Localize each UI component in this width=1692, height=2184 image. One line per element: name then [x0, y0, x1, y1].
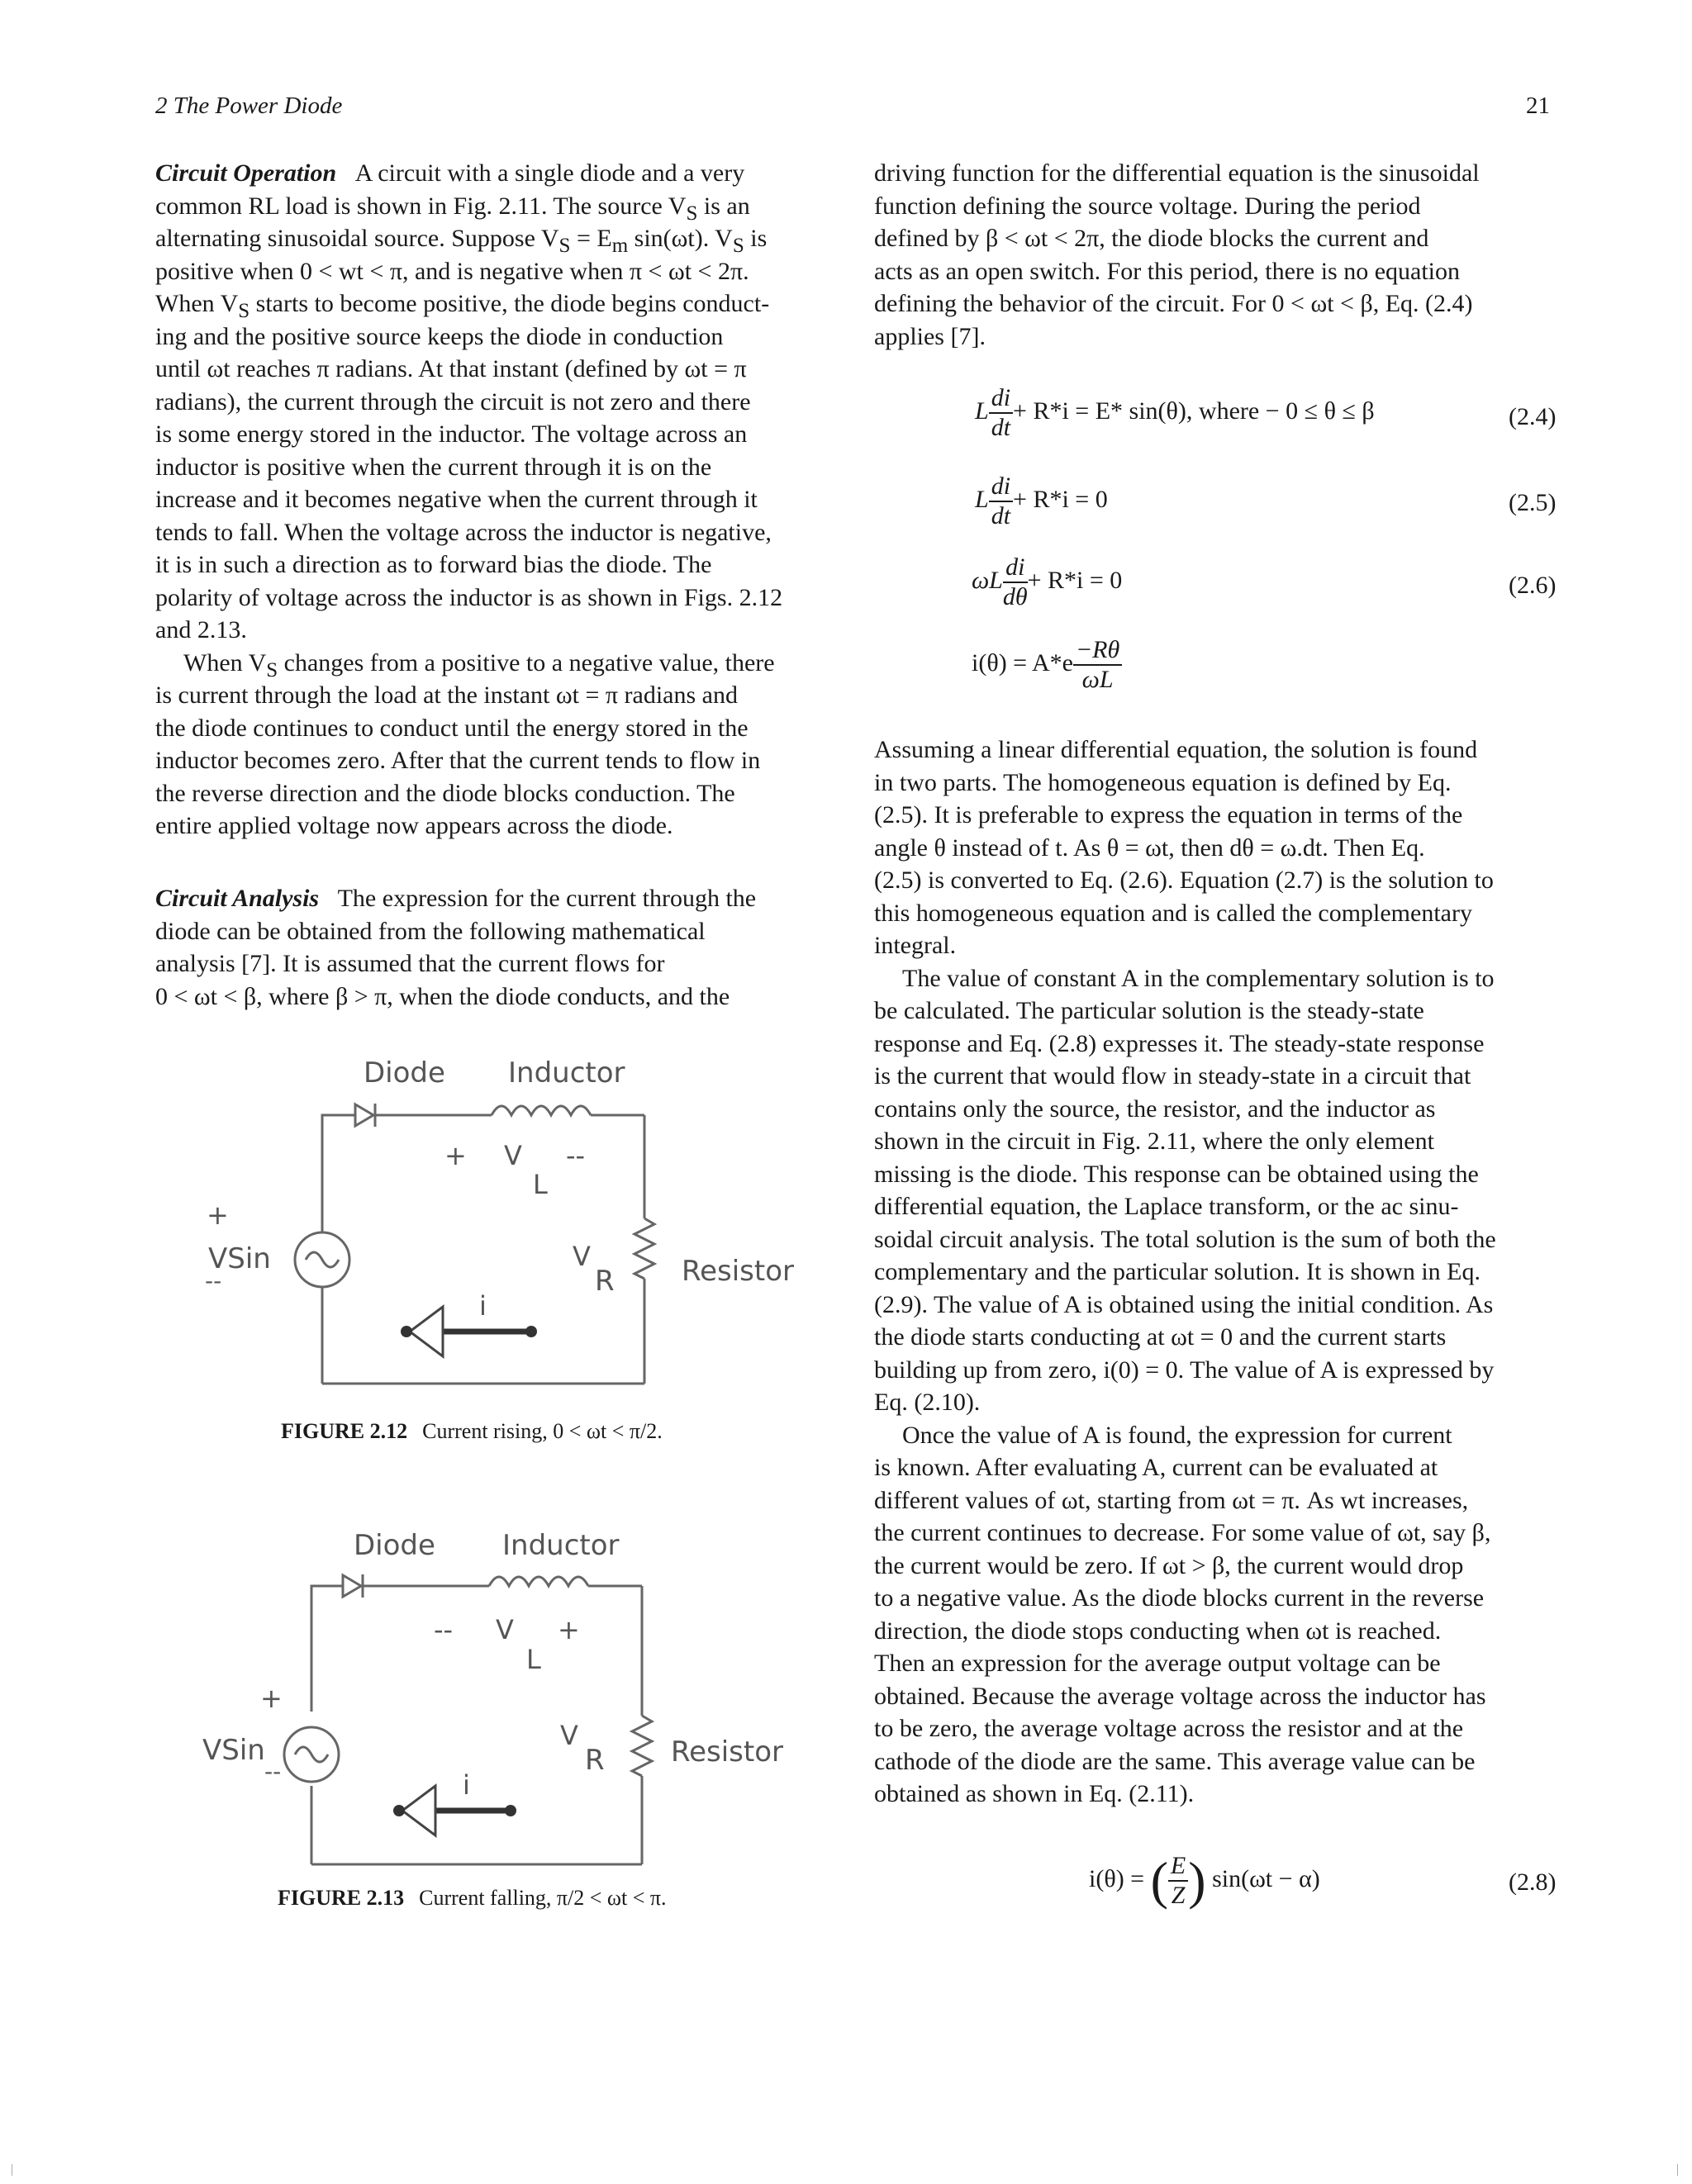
inductor-plus-sign: +	[558, 1614, 580, 1645]
paragraph-line: Once the value of A is found, the expression for current	[902, 1421, 1452, 1449]
fraction	[1073, 636, 1122, 694]
paragraph-line: until ωt reaches π radians. At that instant (defined by ωt = π	[155, 355, 747, 382]
source-plus-sign: +	[207, 1199, 229, 1231]
paragraph-line: radians), the current through the circuit is not zero and there	[155, 387, 751, 415]
fraction	[989, 472, 1013, 530]
paragraph-line: contains only the source, the resistor, and the inductor as	[874, 1094, 1436, 1123]
text-span: is an	[703, 192, 750, 220]
text-span: changes from a positive to a negative value, there	[283, 648, 775, 677]
text-span: starts to become positive, the diode begins conduct-	[255, 290, 770, 317]
paragraph-line: polarity of voltage across the inductor is as shown in Figs. 2.12	[155, 583, 783, 611]
paragraph-line: missing is the diode. This response can be obtained using the	[874, 1160, 1479, 1188]
paragraph-line: Eq. (2.10).	[874, 1389, 981, 1416]
eq-term: L	[975, 396, 989, 425]
paragraph-line: entire applied voltage now appears across the diode.	[155, 812, 673, 839]
resistor-label: Resistor	[671, 1735, 783, 1769]
run-in-heading: Circuit Operation	[155, 159, 337, 187]
paragraph-line: applies [7].	[874, 322, 986, 350]
subscript: S	[266, 658, 278, 681]
page-number: 21	[1526, 93, 1550, 119]
arrow-end-dot	[525, 1326, 537, 1337]
paragraph-line: defining the behavior of the circuit. For 0 < ωt < β, Eq. (2.4)	[874, 290, 1473, 317]
eq-term: L	[975, 485, 989, 513]
figure-2-12-caption	[281, 1419, 663, 1444]
subscript: S	[558, 235, 571, 257]
paragraph-line: inductor becomes zero. After that the current tends to flow in	[155, 747, 761, 774]
equation-number: (2.5)	[1509, 489, 1557, 516]
eq-rest: + R*i = 0	[1027, 566, 1123, 594]
paragraph-line: differential equation, the Laplace transform, or the ac sinu-	[874, 1193, 1459, 1220]
paragraph-line: building up from zero, i(0) = 0. The value of A is expressed by	[874, 1356, 1495, 1384]
numerator: −Rθ	[1073, 636, 1122, 666]
figure-2-13-circuit	[165, 1522, 826, 1877]
equation-2-8	[1089, 1850, 1320, 1911]
eq-term: ωL	[972, 566, 1003, 594]
eq-lhs: i(θ) =	[1089, 1864, 1145, 1892]
source-minus-sign: --	[264, 1758, 282, 1785]
eq-rest: + R*i = E* sin(θ), where − 0 ≤ θ ≤ β	[1013, 396, 1375, 425]
paragraph-line: driving function for the differential equation is the sinusoidal	[874, 159, 1480, 187]
numerator: di	[989, 384, 1013, 414]
paragraph-line: function defining the source voltage. During the period	[874, 192, 1421, 220]
resistor-subscript-r: R	[585, 1744, 605, 1777]
paragraph-line: the reverse direction and the diode blocks conduction. The	[155, 779, 735, 807]
current-label-i: i	[463, 1769, 470, 1801]
paragraph-line: this homogeneous equation and is called the complementary	[874, 899, 1472, 927]
subscript: S	[732, 235, 744, 257]
subscript: m	[611, 235, 629, 257]
paragraph-line: defined by β < ωt < 2π, the diode blocks the current and	[874, 225, 1429, 252]
paragraph-line: cathode of the diode are the same. This average value can be	[874, 1747, 1476, 1775]
paragraph-line: is some energy stored in the inductor. The voltage across an	[155, 420, 748, 448]
text-span: When V	[155, 290, 239, 317]
paragraph-line: it is in such a direction as to forward bias the diode. The	[155, 551, 712, 578]
inductor-plus-sign: +	[444, 1140, 467, 1171]
text-span: = E	[576, 225, 612, 252]
paragraph-line: in two parts. The homogeneous equation is defined by Eq.	[874, 768, 1452, 796]
inductor-voltage-v: V	[504, 1140, 522, 1171]
paragraph-line: be calculated. The particular solution is the steady-state	[874, 997, 1424, 1024]
text-span: The expression for the current through the	[337, 885, 757, 912]
current-label-i: i	[479, 1290, 487, 1322]
paragraph-line: is current through the load at the instant ωt = π radians and	[155, 681, 738, 709]
paragraph-line: (2.5). It is preferable to express the equation in terms of the	[874, 801, 1463, 828]
paragraph-line: shown in the circuit in Fig. 2.11, where the only element	[874, 1128, 1434, 1155]
paragraph-line: is the current that would flow in steady-state in a circuit that	[874, 1062, 1471, 1090]
resistor-label: Resistor	[682, 1255, 794, 1288]
inductor-subscript-l: L	[526, 1644, 541, 1675]
paragraph-line	[155, 882, 756, 915]
paragraph-line: the current continues to decrease. For some value of ωt, say β,	[874, 1519, 1491, 1546]
arrow-end-dot	[505, 1805, 516, 1816]
paragraph-line: (2.5) is converted to Eq. (2.6). Equation (2.7) is the solution to	[874, 866, 1494, 894]
eq-rest: + R*i = 0	[1013, 485, 1108, 513]
paragraph-line: obtained. Because the average voltage across the inductor has	[874, 1682, 1486, 1710]
subscript: S	[238, 300, 250, 322]
inductor-voltage-v: V	[496, 1614, 514, 1645]
equation-2-6	[972, 553, 1122, 611]
paragraph-line: 0 < ωt < β, where β > π, when the diode conducts, and the	[155, 982, 730, 1010]
arrow-end-dot	[401, 1326, 412, 1337]
paragraph-line	[155, 157, 744, 190]
resistor-voltage-v: V	[560, 1720, 578, 1751]
equation-number: (2.6)	[1509, 572, 1557, 599]
paragraph-line: and 2.13.	[155, 616, 247, 643]
figure-2-13-caption	[278, 1886, 667, 1911]
paragraph-line: increase and it becomes negative when the current through it	[155, 486, 758, 513]
text-span: A circuit with a single diode and a very	[354, 159, 745, 187]
text-span: sin(ωt). V	[634, 225, 733, 252]
text-span: common RL load is shown in Fig. 2.11. The source V	[155, 192, 687, 220]
inductor-minus-sign: --	[434, 1614, 454, 1645]
inductor-subscript-l: L	[533, 1169, 548, 1200]
fraction	[989, 384, 1013, 442]
paragraph-line: direction, the diode stops conducting when ωt is reached.	[874, 1617, 1442, 1645]
subscript: S	[686, 202, 698, 225]
denominator: dt	[991, 414, 1011, 441]
paragraph-line: to be zero, the average voltage across the resistor and at the	[874, 1715, 1464, 1742]
paragraph-line: acts as an open switch. For this period, there is no equation	[874, 257, 1461, 285]
text-span: is	[750, 225, 768, 252]
denominator: dθ	[1002, 583, 1028, 610]
paragraph-line: response and Eq. (2.8) expresses it. The steady-state response	[874, 1029, 1485, 1057]
equation-number: (2.4)	[1509, 403, 1557, 430]
paragraph-line: inductor is positive when the current through it is on the	[155, 453, 712, 481]
arrow-end-dot	[393, 1805, 405, 1816]
equation-2-5	[975, 472, 1108, 530]
paragraph-line: Then an expression for the average output voltage can be	[874, 1650, 1441, 1677]
source-plus-sign: +	[260, 1683, 283, 1714]
diode-label: Diode	[364, 1056, 445, 1090]
paragraph-line: ing and the positive source keeps the diode in conduction	[155, 322, 724, 350]
diode-label: Diode	[354, 1529, 435, 1562]
paragraph-line: different values of ωt, starting from ωt = π. As wt increases,	[874, 1486, 1469, 1514]
paragraph-line: the current would be zero. If ωt > β, the current would drop	[874, 1551, 1464, 1579]
crop-mark	[0, 2164, 12, 2176]
right-paren: )	[1188, 1851, 1206, 1910]
denominator: dt	[991, 502, 1011, 529]
caption-text: Current rising, 0 < ωt < π/2.	[422, 1419, 663, 1443]
vsin-label: VSin	[208, 1242, 271, 1275]
paragraph-line: the diode continues to conduct until the energy stored in the	[155, 714, 749, 742]
resistor-subscript-r: R	[595, 1265, 615, 1298]
crop-mark	[1677, 2164, 1690, 2176]
paragraph-line: positive when 0 < wt < π, and is negative when π < ωt < 2π.	[155, 257, 749, 285]
denominator: Z	[1171, 1882, 1186, 1909]
figure-2-12-circuit	[165, 1049, 826, 1404]
paragraph-line: is known. After evaluating A, current can be evaluated at	[874, 1454, 1438, 1481]
left-paren: (	[1150, 1851, 1168, 1910]
vsin-label: VSin	[202, 1734, 265, 1767]
paragraph-line: tends to fall. When the voltage across the inductor is negative,	[155, 518, 772, 546]
paragraph-line: The value of constant A in the complementary solution is to	[902, 964, 1495, 992]
paragraph-line: obtained as shown in Eq. (2.11).	[874, 1780, 1195, 1807]
eq-rest: sin(ωt − α)	[1212, 1864, 1320, 1892]
text-span: When V	[183, 648, 267, 677]
caption-label: FIGURE 2.12	[281, 1419, 408, 1443]
paragraph-line: Assuming a linear differential equation, the solution is found	[874, 736, 1478, 763]
numerator: di	[989, 472, 1013, 502]
numerator: di	[1003, 553, 1028, 583]
inductor-label: Inductor	[502, 1529, 620, 1562]
run-in-heading: Circuit Analysis	[155, 885, 320, 912]
paragraph-line: diode can be obtained from the following mathematical	[155, 917, 706, 945]
eq-lhs: i(θ) = A*e	[972, 648, 1073, 677]
inductor-minus-sign: --	[566, 1140, 586, 1171]
inductor-label: Inductor	[508, 1056, 625, 1090]
running-header-chapter: 2 The Power Diode	[155, 93, 343, 119]
resistor-voltage-v: V	[573, 1241, 591, 1272]
paragraph-line: the diode starts conducting at ωt = 0 and the current starts	[874, 1323, 1447, 1351]
equation-number: (2.8)	[1509, 1868, 1557, 1896]
caption-text: Current falling, π/2 < ωt < π.	[419, 1886, 667, 1910]
fraction	[1168, 1852, 1188, 1910]
numerator: E	[1168, 1852, 1188, 1882]
text-span: alternating sinusoidal source. Suppose V	[155, 225, 559, 252]
caption-label: FIGURE 2.13	[278, 1886, 405, 1910]
paragraph-line: integral.	[874, 932, 957, 959]
paragraph-line: (2.9). The value of A is obtained using the initial condition. As	[874, 1290, 1494, 1318]
paragraph-line: to a negative value. As the diode blocks current in the reverse	[874, 1584, 1485, 1612]
fraction	[1003, 553, 1028, 611]
paragraph-line: angle θ instead of t. As θ = ωt, then dθ = ω.dt. Then Eq.	[874, 833, 1425, 862]
paragraph-line: soidal circuit analysis. The total solution is the sum of both the	[874, 1225, 1496, 1253]
paragraph-line: complementary and the particular solution. It is shown in Eq.	[874, 1258, 1481, 1285]
paragraph-line: analysis [7]. It is assumed that the current flows for	[155, 950, 665, 977]
equation-2-4	[975, 384, 1375, 442]
denominator: ωL	[1081, 666, 1114, 693]
equation-2-7	[972, 636, 1122, 694]
source-minus-sign: --	[205, 1267, 222, 1294]
